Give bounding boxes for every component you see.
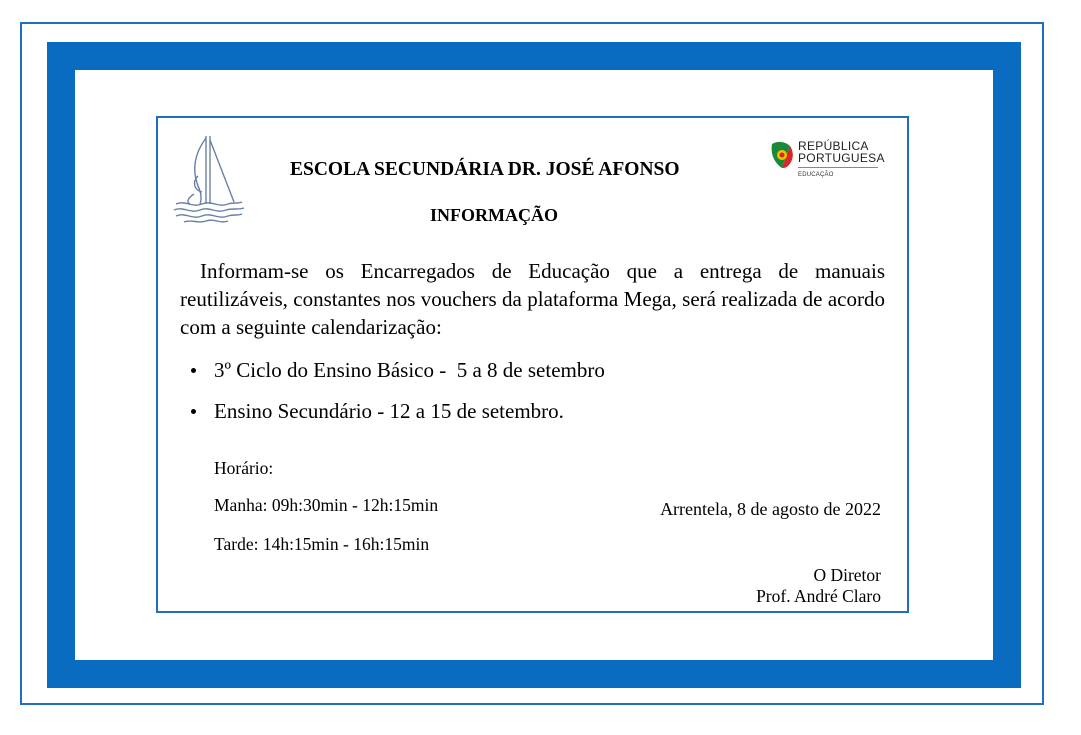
gov-logo-line1: REPÚBLICA [798, 139, 869, 153]
schedule-list [188, 356, 605, 438]
schedule-item [188, 356, 605, 397]
bullet-icon [191, 368, 196, 373]
sailboat-icon [172, 134, 246, 226]
schedule-item [188, 397, 605, 438]
school-name: ESCOLA SECUNDÁRIA DR. JOSÉ AFONSO [290, 159, 680, 180]
signatory-role: O Diretor [813, 565, 881, 585]
republica-portuguesa-logo [768, 138, 883, 184]
hours-afternoon: Tarde: 14h:15min - 16h:15min [214, 534, 430, 554]
signatory-name: Prof. André Claro [756, 586, 881, 606]
place-date: Arrentela, 8 de agosto de 2022 [660, 499, 881, 519]
portugal-flag-emblem-icon [768, 140, 796, 170]
gov-logo-divider [798, 167, 878, 168]
schedule-item-text: Ensino Secundário - 12 a 15 de setembro. [214, 399, 564, 423]
gov-logo-line3: EDUCAÇÃO [798, 172, 834, 178]
schedule-item-text: 3º Ciclo do Ensino Básico - 5 a 8 de setembro [214, 358, 605, 382]
notice-paragraph: Informam-se os Encarregados de Educação que a entrega de manuais reutilizáveis, constantes nos vouchers da plataforma Mega, será realizada de acordo com a seguinte calendarização: [180, 259, 885, 339]
notice-document [156, 116, 909, 613]
hours-label: Horário: [214, 458, 274, 478]
bullet-icon [191, 409, 196, 414]
notice-heading: INFORMAÇÃO [430, 205, 558, 225]
hours-morning: Manha: 09h:30min - 12h:15min [214, 495, 439, 515]
gov-logo-line2: PORTUGUESA [798, 151, 885, 165]
